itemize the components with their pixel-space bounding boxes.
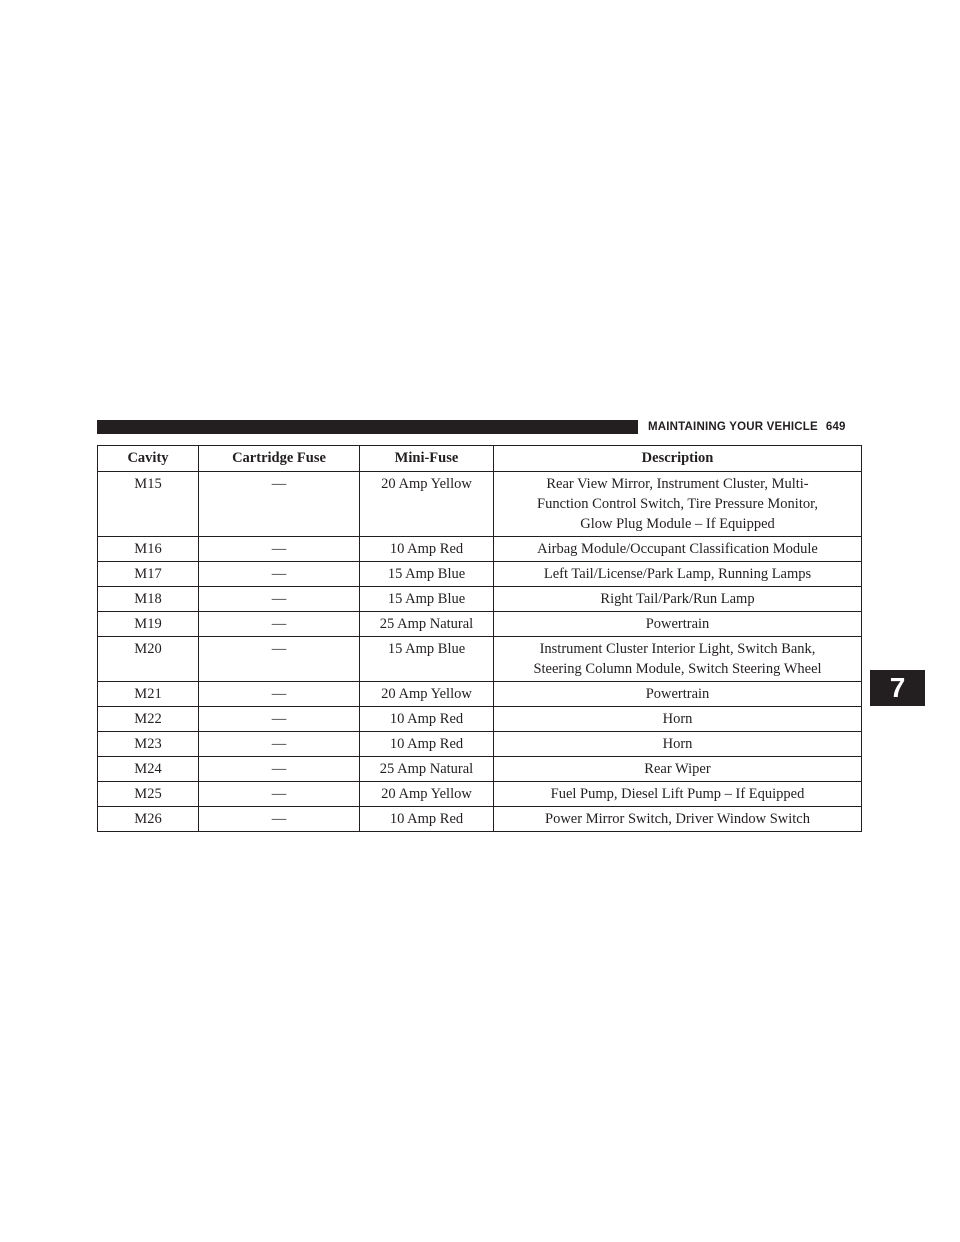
cartridge-fuse-cell: — [199,562,360,587]
table-row [98,707,862,732]
description-line: Airbag Module/Occupant Classification Module [537,541,818,557]
cavity-cell: M18 [98,587,199,612]
description-line: Steering Column Module, Switch Steering Wheel [533,661,822,677]
cavity-cell: M20 [98,637,199,682]
description-cell [494,472,862,537]
table-row [98,637,862,682]
cartridge-fuse-cell: — [199,587,360,612]
description-line: Rear Wiper [644,761,711,777]
description-line: Right Tail/Park/Run Lamp [600,591,755,607]
description-cell [494,807,862,832]
cavity-cell: M25 [98,782,199,807]
description-cell [494,782,862,807]
table-row [98,562,862,587]
cavity-cell: M17 [98,562,199,587]
cavity-cell: M21 [98,682,199,707]
description-cell [494,637,862,682]
mini-fuse-cell: 20 Amp Yellow [360,782,494,807]
table-body [98,472,862,832]
table-row [98,782,862,807]
cartridge-fuse-cell: — [199,782,360,807]
table-row [98,612,862,637]
description-cell [494,732,862,757]
cartridge-fuse-cell: — [199,612,360,637]
running-header [648,419,846,435]
table-row [98,537,862,562]
description-line: Horn [662,711,693,727]
mini-fuse-cell: 25 Amp Natural [360,612,494,637]
mini-fuse-cell: 20 Amp Yellow [360,472,494,537]
description-line: Powertrain [645,616,710,632]
mini-fuse-cell: 25 Amp Natural [360,757,494,782]
table-row [98,682,862,707]
description-cell [494,757,862,782]
description-line: Powertrain [645,686,710,702]
cartridge-fuse-cell: — [199,637,360,682]
table-row [98,472,862,537]
mini-fuse-cell: 10 Amp Red [360,732,494,757]
cavity-cell: M23 [98,732,199,757]
cartridge-fuse-cell: — [199,537,360,562]
description-line: Fuel Pump, Diesel Lift Pump – If Equipped [550,786,805,802]
table-row [98,757,862,782]
cartridge-fuse-cell: — [199,807,360,832]
cavity-cell: M24 [98,757,199,782]
cartridge-fuse-cell: — [199,707,360,732]
column-header-cavity: Cavity [98,446,199,472]
cavity-cell: M19 [98,612,199,637]
cavity-cell: M15 [98,472,199,537]
table-row [98,732,862,757]
description-cell [494,682,862,707]
description-line: Left Tail/License/Park Lamp, Running Lamps [543,566,812,582]
chapter-tab: 7 [870,670,925,706]
section-title: MAINTAINING YOUR VEHICLE [648,421,818,433]
description-cell [494,587,862,612]
table-row [98,587,862,612]
cavity-cell: M22 [98,707,199,732]
mini-fuse-cell: 20 Amp Yellow [360,682,494,707]
description-line: Power Mirror Switch, Driver Window Switch [545,811,810,827]
cavity-cell: M16 [98,537,199,562]
table-header-row [98,446,862,472]
cavity-cell: M26 [98,807,199,832]
column-header-mini-fuse: Mini-Fuse [360,446,494,472]
cartridge-fuse-cell: — [199,757,360,782]
column-header-cartridge-fuse: Cartridge Fuse [199,446,360,472]
table-row [98,807,862,832]
description-line: Rear View Mirror, Instrument Cluster, Multi- [546,476,809,492]
description-cell [494,537,862,562]
cartridge-fuse-cell: — [199,682,360,707]
mini-fuse-cell: 10 Amp Red [360,807,494,832]
description-line: Function Control Switch, Tire Pressure Monitor, [537,496,818,512]
mini-fuse-cell: 10 Amp Red [360,707,494,732]
description-line: Horn [662,736,693,752]
fuse-table [97,445,862,832]
cartridge-fuse-cell: — [199,472,360,537]
description-cell [494,612,862,637]
mini-fuse-cell: 15 Amp Blue [360,637,494,682]
mini-fuse-cell: 15 Amp Blue [360,562,494,587]
page-number: 649 [825,421,846,433]
column-header-description: Description [494,446,862,472]
header-rule [97,420,638,434]
description-cell [494,562,862,587]
cartridge-fuse-cell: — [199,732,360,757]
description-cell [494,707,862,732]
description-line: Instrument Cluster Interior Light, Switch Bank, [539,641,816,657]
description-line: Glow Plug Module – If Equipped [580,516,775,532]
mini-fuse-cell: 10 Amp Red [360,537,494,562]
mini-fuse-cell: 15 Amp Blue [360,587,494,612]
